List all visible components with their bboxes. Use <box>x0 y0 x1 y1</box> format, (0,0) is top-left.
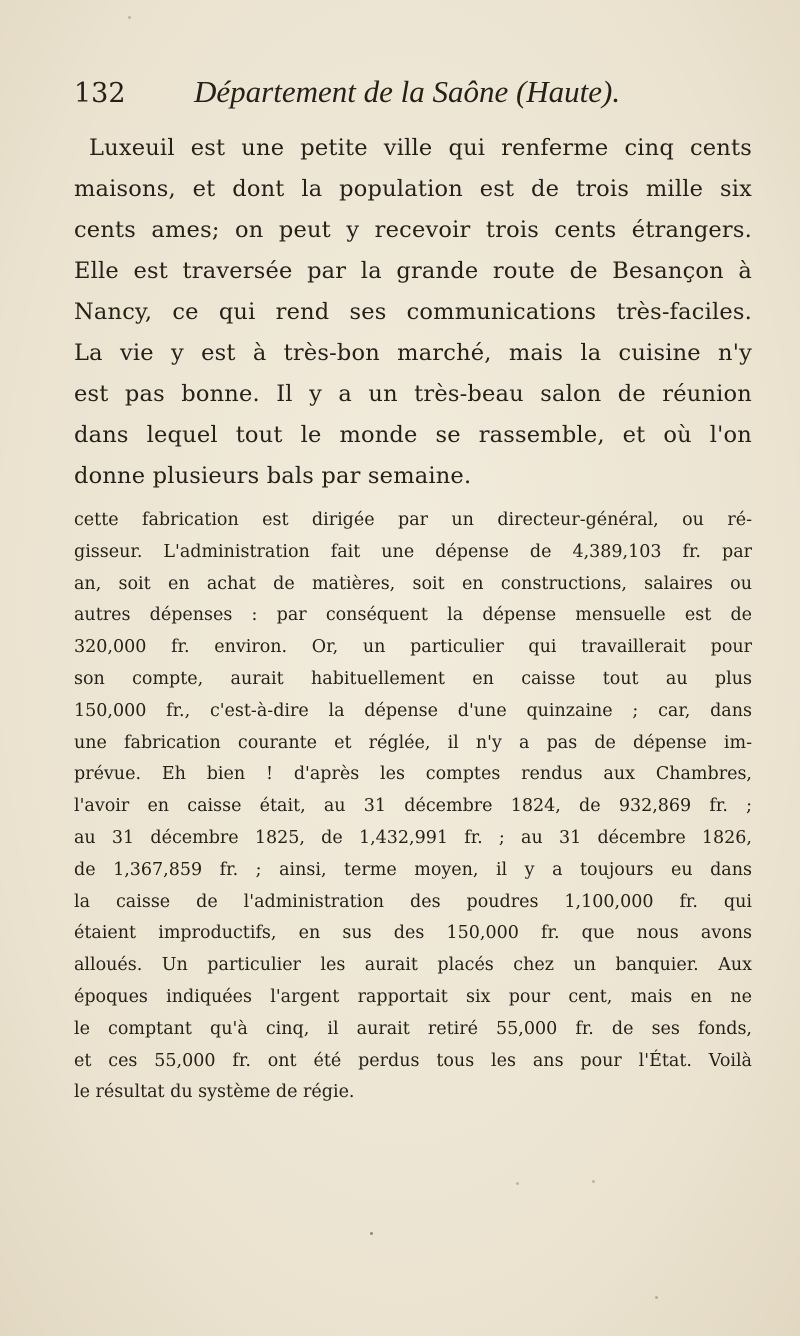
note-text-line: une fabrication courante et réglée, il n'y a pas de dépense im- <box>74 732 752 753</box>
main-text-line: La vie y est à très-bon marché, mais la cuisine n'y <box>74 340 752 366</box>
note-text-line: prévue. Eh bien ! d'après les comptes rendus aux Chambres, <box>74 764 752 785</box>
main-text-line: dans lequel tout le monde se rassemble, et où l'on <box>74 422 752 448</box>
paper-speck <box>128 16 131 19</box>
main-text-line: cents ames; on peut y recevoir trois cents étrangers. <box>74 217 752 243</box>
note-paragraph <box>74 505 752 1109</box>
note-text-line: cette fabrication est dirigée par un directeur-général, ou ré- <box>74 510 752 530</box>
note-text-line: au 31 décembre 1825, de 1,432,991 fr. ; au 31 décembre 1826, <box>74 827 752 848</box>
paper-speck <box>370 1232 373 1235</box>
page-number: 132 <box>74 78 126 109</box>
note-text-line: le résultat du système de régie. <box>74 1082 355 1103</box>
main-text-line: Luxeuil est une petite ville qui renferme cinq cents <box>89 135 752 161</box>
note-text-line: 150,000 fr., c'est-à-dire la dépense d'une quinzaine ; car, dans <box>74 700 752 721</box>
note-text-line: l'avoir en caisse était, au 31 décembre 1824, de 932,869 fr. ; <box>74 796 752 817</box>
main-text-line: donne plusieurs bals par semaine. <box>74 463 472 489</box>
note-text-line: étaient improductifs, en sus des 150,000 fr. que nous avons <box>74 923 752 944</box>
paper-speck <box>592 1180 595 1183</box>
note-text-line: et ces 55,000 fr. ont été perdus tous les ans pour l'État. Voilà <box>74 1050 752 1071</box>
main-text-line: est pas bonne. Il y a un très-beau salon de réunion <box>74 381 752 407</box>
note-text-line: de 1,367,859 fr. ; ainsi, terme moyen, il y a toujours eu dans <box>74 859 752 880</box>
main-paragraph <box>74 128 752 497</box>
note-text-line: la caisse de l'administration des poudres 1,100,000 fr. qui <box>74 891 752 912</box>
page-header <box>74 74 734 114</box>
note-text-line: autres dépenses : par conséquent la dépense mensuelle est de <box>74 605 752 626</box>
running-head: Département de la Saône (Haute). <box>194 74 621 109</box>
note-text-line: an, soit en achat de matières, soit en constructions, salaires ou <box>74 573 752 594</box>
main-text-line: maisons, et dont la population est de trois mille six <box>74 176 752 202</box>
paper-speck <box>516 1182 519 1185</box>
note-text-line: gisseur. L'administration fait une dépense de 4,389,103 fr. par <box>74 541 752 562</box>
paper-speck <box>655 1296 658 1299</box>
note-text-line: alloués. Un particulier les aurait placés chez un banquier. Aux <box>74 955 752 976</box>
main-text-line: Nancy, ce qui rend ses communications très-faciles. <box>74 299 752 325</box>
note-text-line: 320,000 fr. environ. Or, un particulier qui travaillerait pour <box>74 637 752 658</box>
main-text-line: Elle est traversée par la grande route de Besançon à <box>74 258 752 284</box>
note-text-line: époques indiquées l'argent rapportait six pour cent, mais en ne <box>74 986 752 1007</box>
note-text-line: le comptant qu'à cinq, il aurait retiré 55,000 fr. de ses fonds, <box>74 1018 752 1039</box>
note-text-line: son compte, aurait habituellement en caisse tout au plus <box>74 668 752 689</box>
